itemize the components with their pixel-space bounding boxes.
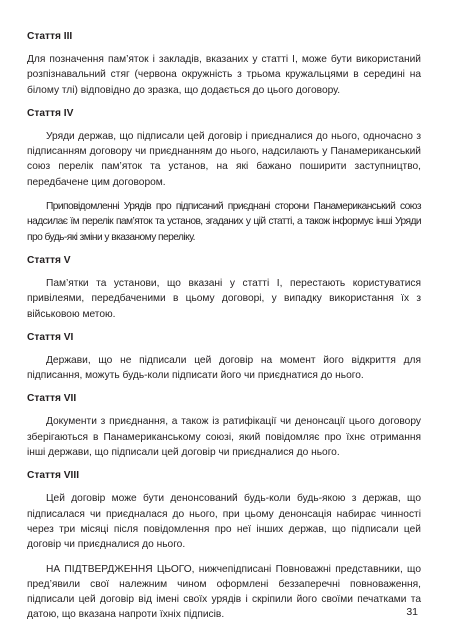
article-8 [27,469,421,622]
article-heading: Стаття IV [27,107,74,119]
article-3 [27,30,421,98]
article-paragraph: Держави, що не підписали цей договір на момент його відкриття для підписання, можуть будь-коли підписати його чи приєднатися до нього. [27,354,421,382]
page-number: 31 [406,606,418,618]
article-heading: Стаття VIII [27,470,80,482]
article-heading: Стаття III [27,31,73,42]
article-paragraph: Цей договір може бути денонсований будь-коли будь-якою з держав, що підписалася чи приєдналася до нього, при цьому денонсація набирає чинності через три місяці після повідомлення про неї інших держав, що підписали цей договір чи приєдналися до нього. [27,493,421,551]
article-heading: Стаття V [27,254,71,266]
article-paragraph: Для позначення пам’яток і закладів, вказаних у статті I, може бути використаний розпізнавальний стяг (червона окружність з трьома кружальцями в середині на білому тлі) відповідно до зразка, що додається до цього договору. [27,54,421,96]
article-paragraph: Приповідомленні Урядів про підписаний приєднані сторони Панамериканський союз надсилає їм перелік пам’яток та установ, згаданих у цій статті, а також інформує інші Уряди про будь-які зміни у вказаному переліку. [27,201,421,243]
article-heading: Стаття VII [27,393,77,405]
article-4 [27,107,421,245]
article-paragraph: НА ПІДТВЕРДЖЕННЯ ЦЬОГО, нижчепідписані Повноважні представники, що пред’явили свої належним чином оформлені беззаперечні повноваження, підписали цей договір від імені своїх урядів і скріпили його своїми печатками та датою, що вказана напроти їхніх підписів. [27,563,421,621]
document-page [27,30,421,632]
article-5 [27,254,421,322]
article-heading: Стаття VI [27,331,74,343]
article-7 [27,392,421,460]
article-6 [27,331,421,384]
article-paragraph: Документи з приєднання, а також із ратифікації чи денонсації цього договору зберігаються в Панамериканському союзі, який повідомляє про їхнє отримання інші держави, що підписали цей договір чи приєдналися до нього. [27,416,421,459]
article-paragraph: Пам’ятки та установи, що вказані у статті I, перестають користуватися привілеями, передбаченими в цьому договорі, у випадку використання їх з військовою метою. [27,277,421,320]
article-paragraph: Уряди держав, що підписали цей договір і приєдналися до нього, одночасно з підписанням договору чи приєднанням до нього, надсилають у Панамериканський союз перелік пам’яток та установ, на які бажано поширити заступництво, передбачене цим договором. [27,130,421,188]
